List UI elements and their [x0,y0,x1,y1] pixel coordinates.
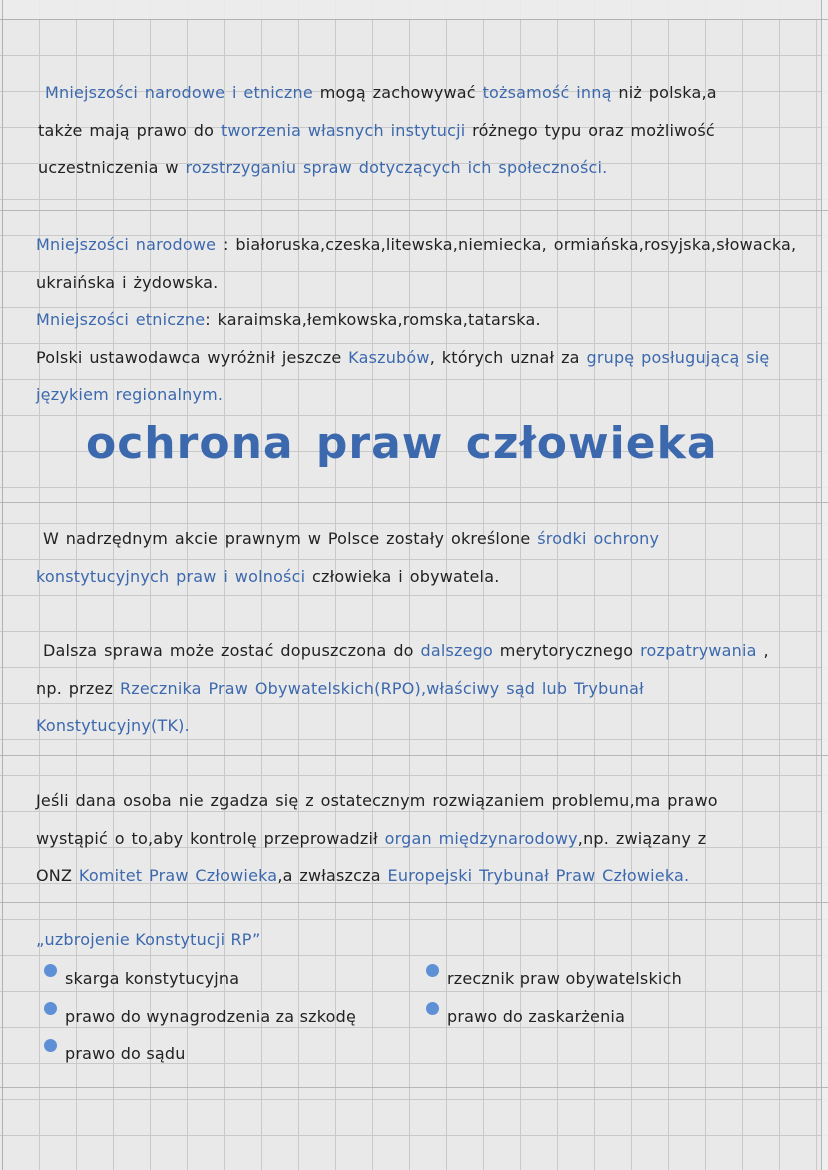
page-right-margin [822,0,828,1170]
page-title: ochrona praw człowieka [86,418,718,469]
note-paragraph-international-control: Jeśli dana osoba nie zgadza się z ostatecznym rozwiązaniem problemu,ma prawo wystąpić o to,aby kontrolę przeprowadził organ międzynarodowy,np. związany z ONZ Komitet Praw Człowieka,a zwłaszcza Europejski Trybunał Praw Człowieka. [36,791,718,886]
bullet-label: prawo do wynagrodzenia za szkodę [65,1006,356,1026]
page-top-margin [0,0,828,19]
grid-heavy-line [0,210,828,211]
bullet-dot-icon [426,964,439,977]
list-item [44,1000,356,1038]
bullet-label: rzecznik praw obywatelskich [447,969,682,988]
list-item [44,1037,356,1075]
note-paragraph-protection-intro: W nadrzędnym akcie prawnym w Polsce zostały określone środki ochrony konstytucyjnych praw i wolności człowieka i obywatela. [36,529,660,586]
bullet-dot-icon [426,1002,439,1015]
grid-heavy-line [0,755,828,756]
bullet-dot-icon [44,964,57,977]
list-item [426,962,682,1000]
bullet-dot-icon [44,1039,57,1052]
grid-heavy-line [2,0,3,1170]
bullet-label: prawo do sądu [65,1044,186,1063]
note-paragraph-further-case: Dalsza sprawa może zostać dopuszczona do dalszego merytorycznego rozpatrywania , np. przez Rzecznika Praw Obywatelskich(RPO),właściwy sąd lub Trybunał Konstytucyjny(TK). [36,641,769,736]
grid-heavy-line [0,19,828,20]
note-paragraph-minorities-lists: Mniejszości narodowe : białoruska,czeska,litewska,niemiecka, ormiańska,rosyjska,słowacka, ukraińska i żydowska. Mniejszości etniczne: karaimska,łemkowska,romska,tatarska. Polski ustawodawca wyróżnił jeszcze Kaszubów, których uznał za grupę posługującą się językiem regionalnym. [36,235,797,405]
armory-list-left [44,962,356,1075]
bullet-label: prawo do zaskarżenia [447,1006,626,1026]
list-item [44,962,356,1000]
note-paragraph-minorities-intro: Mniejszości narodowe i etniczne mogą zachowywać tożsamość inną niż polska,a także mają prawo do tworzenia własnych instytucji różnego typu oraz możliwość uczestniczenia w rozstrzyganiu spraw dotyczących ich społeczności. [38,83,717,178]
grid-heavy-line [821,0,822,1170]
grid-heavy-line [0,902,828,903]
armory-list-right [426,962,682,1037]
armory-heading: „uzbrojenie Konstytucji RP” [36,930,261,949]
bullet-dot-icon [44,1002,57,1015]
list-item [426,1000,682,1038]
grid-heavy-line [0,1087,828,1088]
bullet-label: skarga konstytucyjna [65,969,240,988]
grid-heavy-line [0,502,828,503]
